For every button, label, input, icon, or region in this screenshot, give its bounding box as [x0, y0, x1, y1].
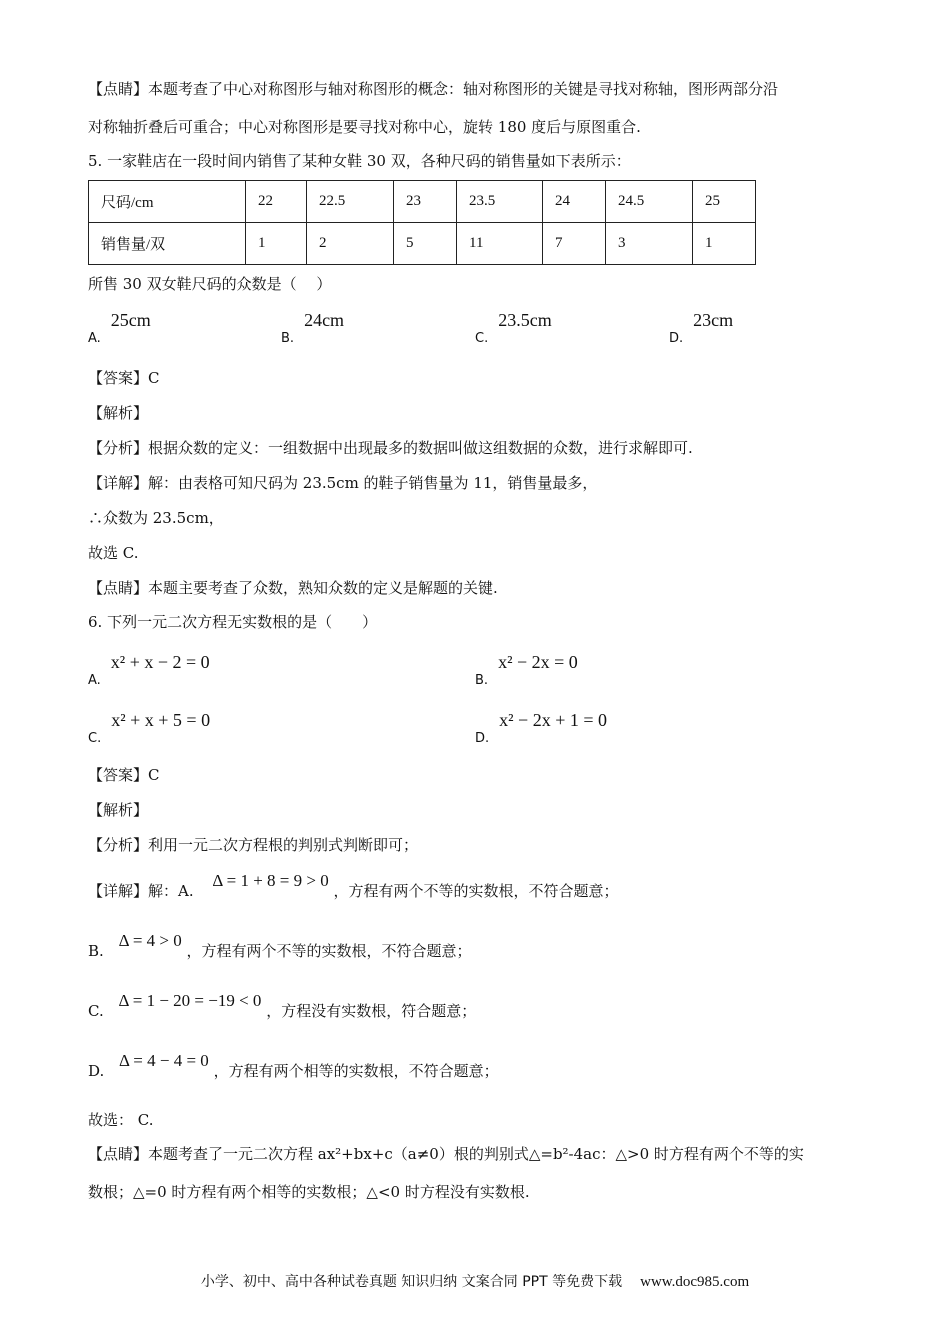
q6-stem: 6. 下列一元二次方程无实数根的是（ ） — [88, 613, 378, 631]
table-row-counts — [89, 223, 756, 265]
detail-prefix: 【详解】解：A. — [88, 882, 194, 900]
page-footer — [0, 1271, 950, 1291]
q5-stem: 5. 一家鞋店在一段时间内销售了某种女鞋 30 双，各种尺码的销售量如下表所示： — [88, 152, 631, 170]
option-letter: A. — [88, 331, 101, 346]
q4-comment-line2: 对称轴折叠后可重合；中心对称图形是要寻找对称中心，旋转 180 度后与原图重合. — [88, 118, 641, 136]
q6-choose: 故选： C. — [88, 1111, 154, 1129]
table-cell: 23.5 — [457, 181, 543, 223]
q5-detail-2: ∴众数为 23.5cm， — [88, 509, 224, 527]
detail-text: ，方程有两个不等的实数根，不符合题意； — [333, 882, 619, 900]
q5-detail-3: 故选 C. — [88, 544, 139, 562]
option-letter: B. — [475, 673, 489, 688]
q6-answer: 【答案】C — [88, 766, 160, 784]
detail-text: ，方程有两个不等的实数根，不符合题意； — [186, 942, 472, 960]
q6-comment-line2: 数根；△=0 时方程有两个相等的实数根；△<0 时方程没有实数根. — [88, 1183, 530, 1201]
q6-detail-b — [88, 931, 472, 961]
q5-analysis-label: 【解析】 — [88, 404, 149, 422]
table-cell: 24 — [543, 181, 606, 223]
table-cell: 22.5 — [307, 181, 394, 223]
option-letter: B. — [281, 331, 295, 346]
detail-text: ，方程有两个相等的实数根，不符合题意； — [213, 1062, 499, 1080]
detail-letter: C. — [88, 1002, 104, 1020]
footer-text: 小学、初中、高中各种试卷真题 知识归纳 文案合同 PPT 等免费下载 — [200, 1274, 623, 1290]
discriminant-d: Δ = 4 − 4 = 0 — [119, 1051, 209, 1070]
option-value: 23cm — [693, 310, 734, 330]
table-cell: 7 — [543, 223, 606, 265]
option-value: 24cm — [304, 310, 345, 330]
q6-detail-a — [88, 871, 619, 901]
q5-question: 所售 30 双女鞋尺码的众数是（ ） — [88, 275, 332, 293]
table-cell: 24.5 — [606, 181, 693, 223]
table-cell: 2 — [307, 223, 394, 265]
q5-comment: 【点睛】本题主要考查了众数，熟知众数的定义是解题的关键. — [88, 579, 498, 597]
q5-answer: 【答案】C — [88, 369, 160, 387]
q6-analysis: 【分析】利用一元二次方程根的判别式判断即可； — [88, 836, 419, 854]
option-value: x² + x − 2 = 0 — [110, 652, 210, 672]
option-letter: A. — [88, 673, 101, 688]
discriminant-b: Δ = 4 > 0 — [118, 931, 182, 950]
option-value: x² − 2x + 1 = 0 — [499, 710, 608, 730]
q6-comment-line1: 【点睛】本题考查了一元二次方程 ax²+bx+c（a≠0）根的判别式△=b²-4ac：△>0 时方程有两个不等的实 — [88, 1145, 804, 1163]
q6-option-c — [88, 710, 211, 746]
q5-option-c — [475, 310, 552, 346]
option-letter: C. — [88, 731, 102, 746]
detail-text: ，方程没有实数根，符合题意； — [266, 1002, 477, 1020]
q5-option-d — [669, 310, 734, 346]
table-cell: 11 — [457, 223, 543, 265]
size-sales-table — [88, 180, 756, 265]
discriminant-a: Δ = 1 + 8 = 9 > 0 — [212, 871, 329, 890]
option-value: x² + x + 5 = 0 — [111, 710, 211, 730]
q6-option-d — [475, 710, 608, 746]
table-row-sizes — [89, 181, 756, 223]
q6-analysis-label: 【解析】 — [88, 801, 149, 819]
table-cell: 22 — [246, 181, 307, 223]
table-cell: 25 — [693, 181, 756, 223]
table-header-size: 尺码/cm — [89, 181, 246, 223]
table-cell: 1 — [246, 223, 307, 265]
q6-option-a — [88, 652, 210, 688]
table-cell: 5 — [394, 223, 457, 265]
option-letter: C. — [475, 331, 489, 346]
option-letter: D. — [475, 731, 490, 746]
option-value: 23.5cm — [498, 310, 552, 330]
q5-detail-1: 【详解】解：由表格可知尺码为 23.5cm 的鞋子销售量为 11，销售量最多， — [88, 474, 598, 492]
q4-comment-line1: 【点睛】本题考查了中心对称图形与轴对称图形的概念：轴对称图形的关键是寻找对称轴，图形两部分沿 — [88, 80, 779, 98]
detail-letter: D. — [88, 1062, 105, 1080]
q6-option-b — [475, 652, 578, 688]
option-value: x² − 2x = 0 — [498, 652, 578, 672]
detail-letter: B. — [88, 942, 104, 960]
table-header-count: 销售量/双 — [89, 223, 246, 265]
table-cell: 3 — [606, 223, 693, 265]
footer-url[interactable]: www.doc985.com — [640, 1274, 750, 1290]
option-value: 25cm — [110, 310, 151, 330]
discriminant-c: Δ = 1 − 20 = −19 < 0 — [118, 991, 262, 1010]
q6-detail-d — [88, 1051, 499, 1081]
option-letter: D. — [669, 331, 684, 346]
table-cell: 1 — [693, 223, 756, 265]
table-cell: 23 — [394, 181, 457, 223]
q5-option-b — [281, 310, 345, 346]
q5-option-a — [88, 310, 151, 346]
q6-detail-c — [88, 991, 477, 1021]
q5-analysis: 【分析】根据众数的定义：一组数据中出现最多的数据叫做这组数据的众数，进行求解即可. — [88, 439, 693, 457]
